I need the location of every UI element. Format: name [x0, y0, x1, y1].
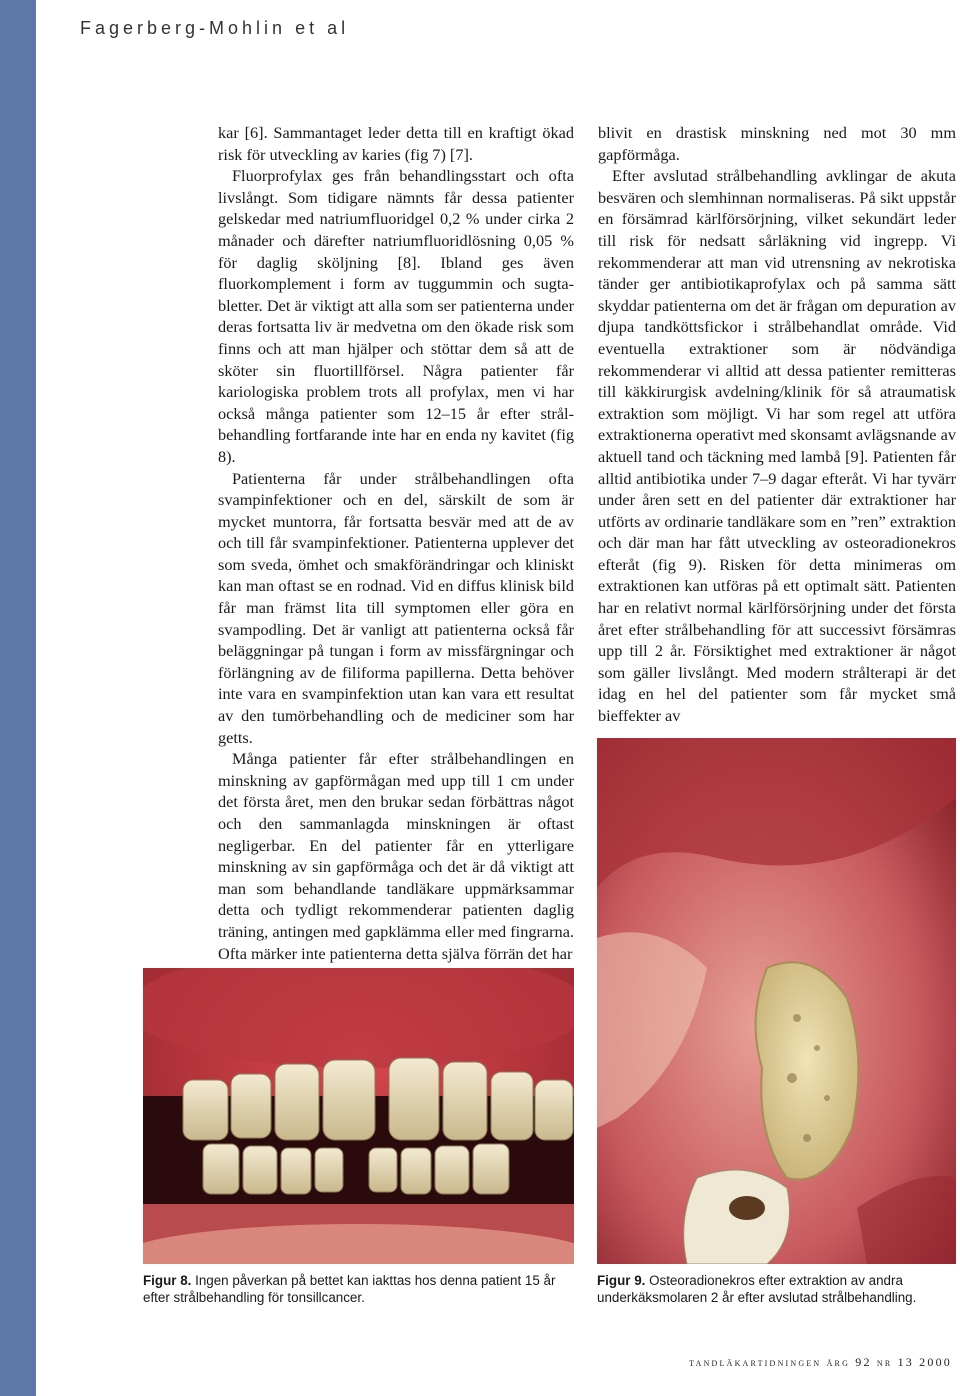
figure-9-caption-text: Osteoradionekros efter extraktion av andra underkäksmolaren 2 år efter avslutad strålbehandling.	[597, 1273, 917, 1305]
left-column	[218, 122, 574, 964]
figure-8-caption	[143, 1272, 575, 1306]
figure-9-caption	[597, 1272, 957, 1306]
figure-9-label: Figur 9.	[597, 1273, 646, 1288]
left-paragraph-3: Patienterna får under strålbehandlingen ofta svampinfektioner och en del, särskilt de som är mycket muntorra, får fortsatta besvär med att de av och till får svampinfektioner. Patienterna upplever det som sveda, ömhet och smakförändringar och kliniskt kan man oftast se en rodnad. Vid en diffus klinisk bild får man främst lita till symptomen eller göra en svampodling. Det är vanligt att patienterna också får beläggningar på tungan i form av missfärgningar och förlängning av de filiforma papillerna. Detta behöver inte vara en svampinfektion utan kan vara ett resultat av den tumörbehandling och de mediciner som har getts.	[218, 468, 574, 747]
figure-8-photo	[143, 968, 574, 1264]
figure-9-photo	[597, 738, 956, 1264]
figure-8-caption-text: Ingen påverkan på bettet kan iakttas hos denna patient 15 år efter strålbehandling för tonsillcancer.	[143, 1273, 556, 1305]
right-paragraph-2: Efter avslutad strålbehandling avklingar de akuta besvären och slemhinnan normaliseras. På sikt uppstår en försämrad kärlförsörjning, vilket sekundärt leder till risk för nedsatt sårläkning vid ingrepp. Vi rekommenderar att man vid utrensning av nekrotiska tänder ger antibiotikaprofylax och på samma sätt skyddar patienterna om det är frågan om depuration av djupa tandköttsfickor i strålbehandlat område. Vid eventuella extraktioner som är nödvändiga rekommenderar vi alltid att dessa patienter remitteras till käkkirurgisk avdelning/klinik för så atraumatisk extraktion som möjligt. Vi har som regel att utföra extraktionerna operativt med skonsamt avlägsnande av aktuell tand och täckning med lambå [9]. Patienten får alltid antibiotika under 7–9 dagar efteråt. Vi har tyvärr under åren sett en del patienter där extraktioner har utförts av ordinarie tandläkare som en ”ren” extraktion och där man har fått utveckling av osteoradionekros efteråt (fig 9). Risken för detta minimeras om extraktionen kan utföras på ett optimalt sätt. Patienten har en relativt normal kärlförsörjning under det första året efter strålbehandling för att successivt försämras upp till 2 år. Försiktighet med extraktioner är något som gäller livslångt. Med modern strålterapi är det idag en hel del patienter som får mycket små bieffekter av	[598, 166, 956, 726]
left-paragraph-2: Fluorprofylax ges från behandlingsstart och ofta livslångt. Som tidigare nämnts får dessa patienter gelskedar med natriumfluoridgel 0,2 % under cirka 2 månader och därefter natriumfluoridlösning 0,05 % för daglig sköljning [8]. Ibland ges även fluorkomplement i form av tuggummin och sugtabletter. Det är viktigt att alla som ser patienterna under deras fortsatta liv är medvetna om den ökade risk som finns och att man hjälper och stöttar dem så att de sköter sin fluortillförsel. Några patienter får kariologiska problem trots all profylax, men vi har också många patienter som 12–15 år efter strålbehandling fortfarande inte har en enda ny kavitet (fig 8).	[218, 166, 574, 466]
journal-footer: tandläkartidningen årg 92 nr 13 2000	[689, 1355, 952, 1369]
sidebar-color-bar	[0, 0, 36, 1396]
right-column	[598, 122, 956, 727]
right-paragraph-1: blivit en drastisk minskning ned mot 30 mm gapförmåga.	[598, 123, 956, 164]
running-head: Fagerberg-Mohlin et al	[80, 18, 350, 38]
figure-8-label: Figur 8.	[143, 1273, 192, 1288]
left-paragraph-4: Många patienter får efter strålbehandlingen en minskning av gapförmågan med upp till 1 cm under det första året, men den brukar sedan förbättras något och den sammanlagda minskningen är oftast negligerbar. En del patienter får en ytterligare minskning av sin gapförmåga och det är då viktigt att man som behandlande tandläkare uppmärksammar detta och tydligt rekommenderar patienten daglig träning, antingen med gapklämma eller med fingrarna. Ofta märker inte patienterna detta själva förrän det har	[218, 749, 574, 963]
left-paragraph-1: kar [6]. Sammantaget leder detta till en kraftigt ökad risk för utveckling av karies (fig 7) [7].	[218, 123, 574, 164]
